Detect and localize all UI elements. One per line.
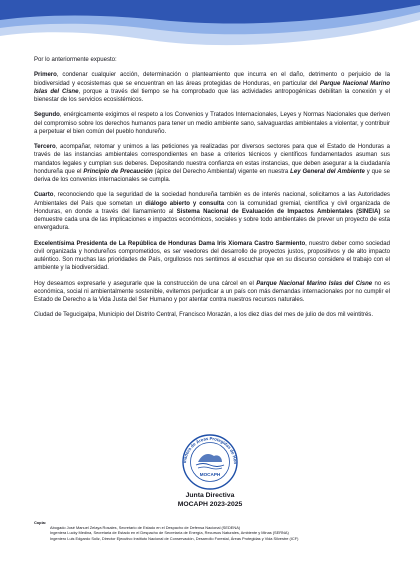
paragraph-tercero: [34, 143, 390, 184]
segundo-lead: Segundo: [34, 112, 60, 119]
letter-body: [34, 56, 390, 327]
seal-center-text: MOCAPH: [199, 472, 221, 477]
segundo-text: , enérgicamente exigimos el respeto a los Convenios y Tratados Internacionales, Leyes y Normas Nacionales que deriven del compromiso sobre los derechos humanos para tener un medio ambiente sano, salvaguardas ambientales a violentar, y contribuir a perpetuar el bien común del pueblo hondureño.: [34, 112, 390, 135]
sineia-name: Sistema Nacional de Evaluación de Impactos Ambientales (SINEIA): [176, 208, 381, 215]
presidenta-text: , nuestro deber como sociedad civil organizada y hondureños comprometidos, es ser veedores del desarrollo de proyectos justos, propositivos y de alto impacto auténtico. Son muchas las prioridades de País, orgullosos nos sentimos al escuchar que en su discurso considere el trabajo con el ambiente y la biodiversidad.: [34, 240, 390, 272]
cuarto-text-2: con la comunidad gremial, científica y civil organizada de Honduras, en donde a través del llamamiento al: [34, 200, 390, 215]
seal-island-icon: [198, 454, 222, 462]
primero-text-1: , condenar cualquier acción, determinación o planteamiento que incurra en el daño, detrimento o perjuicio de la biodiversidad y ecosistemas que se encuentran en las áreas protegidas de Honduras, en particular del: [34, 72, 390, 87]
paragraph-segundo: [34, 111, 390, 136]
primero-lead: Primero: [34, 72, 57, 79]
cuarto-text-1: , reconociendo que la seguridad de la sociedad hondureña también es de interés nacional, solicitamos a las Autoridades Ambientales del País que sometan un: [34, 192, 390, 207]
tercero-text-3: y que se deriva de los convenios internacionales se cumpla.: [34, 168, 390, 183]
open-dialogue: diálogo abierto y consulta: [145, 200, 225, 207]
presidenta-lead: Excelentísima Presidenta de La República de Honduras Dama Iris Xiomara Castro Sarmiento: [34, 240, 306, 247]
paragraph-cuarto: [34, 191, 390, 232]
general-environment-law: Ley General del Ambiente: [290, 168, 365, 175]
signature-line-2: MOCAPH 2023-2025: [177, 500, 243, 508]
header-wave-decoration: [0, 0, 420, 64]
copies-label: Copia:: [34, 520, 47, 525]
carcel-text-2: no es económica, social ni ambientalmente sostenible, evitemos perjudicar a un país con más demandas internacionales por no cumplir el Estado de Derecho a la Vida Justa del Ser Humano y por atentar contra nuestros recursos naturales.: [34, 280, 390, 303]
carcel-text-1: Hoy deseamos expresarle y asegurarle que la construcción de una cárcel en el: [34, 280, 257, 287]
cuarto-lead: Cuarto: [34, 192, 54, 199]
seal-graphic: [174, 432, 246, 490]
tercero-text-1: , acompañar, retomar y unimos a las peticiones ya realizadas por diversos sectores para que el Estado de Honduras a través de las instancias ambientales correspondientes en base a criterios técnicos y científicos fundamentados asuman sus mandatos legales y cumplan sus deberes. Depositando nuestra confianza en estas instancias, que deben asegurar a la ciudadanía hondureña que el: [34, 144, 390, 175]
paragraph-presidenta: [34, 240, 390, 273]
signature-line-1: Junta Directiva: [185, 492, 235, 499]
cuarto-text-3: se demuestre cada una de las implicaciones e impactos económicos, sociales y sobre todo ambientales de prever un proyecto de esta envergadura.: [34, 208, 390, 232]
tercero-text-2: (ápice del Derecho Ambiental) vigente en nuestra: [152, 168, 291, 175]
copy-recipient: Ingeniera Lucky Medina, Secretaria de Estado en el Despacho de Secretaría de Energía, Recursos Naturales, Ambiente y Minas (SERNA): [50, 530, 289, 536]
mocaph-seal: [174, 432, 246, 490]
paragraph-carcel: [34, 280, 390, 305]
copy-recipient: Abogado José Manuel Zelaya Rosales, Secretario de Estado en el Despacho de Defensa Nacional (SEDENA): [50, 525, 241, 530]
paragraph-primero: [34, 71, 390, 104]
tercero-lead: Tercero: [34, 144, 56, 151]
park-name: Parque Nacional Marino Islas del Cisne: [34, 80, 390, 95]
intro-line: Por lo anteriormente expuesto:: [34, 57, 117, 63]
copies-list: [50, 525, 394, 541]
primero-text-2: , porque a través del tiempo se ha comprobado que las actividades antropogénicas debilitan la conexión y el bienestar de los servicios ecosistémicos.: [34, 88, 391, 103]
precaution-principle: Principio de Precaución: [83, 168, 153, 175]
closing-place-date: Ciudad de Tegucigalpa, Municipio del Distrito Central, Francisco Morazán, a los diez días del mes de julio de dos mil veintitrés.: [34, 312, 374, 319]
seal-ring-text: inadora de Áreas Protegidas de Hon: [182, 435, 239, 465]
park-name-2: Parque Nacional Marino Islas del Cisne: [256, 280, 373, 287]
copy-recipient: Ingeniero Luis Edgardo Soliz, Director Ejecutivo Instituto Nacional de Conservación, Desarrollo Forestal, Áreas Protegidas y Vida Silvestre (ICF): [50, 535, 299, 541]
signature-block: [110, 492, 310, 509]
